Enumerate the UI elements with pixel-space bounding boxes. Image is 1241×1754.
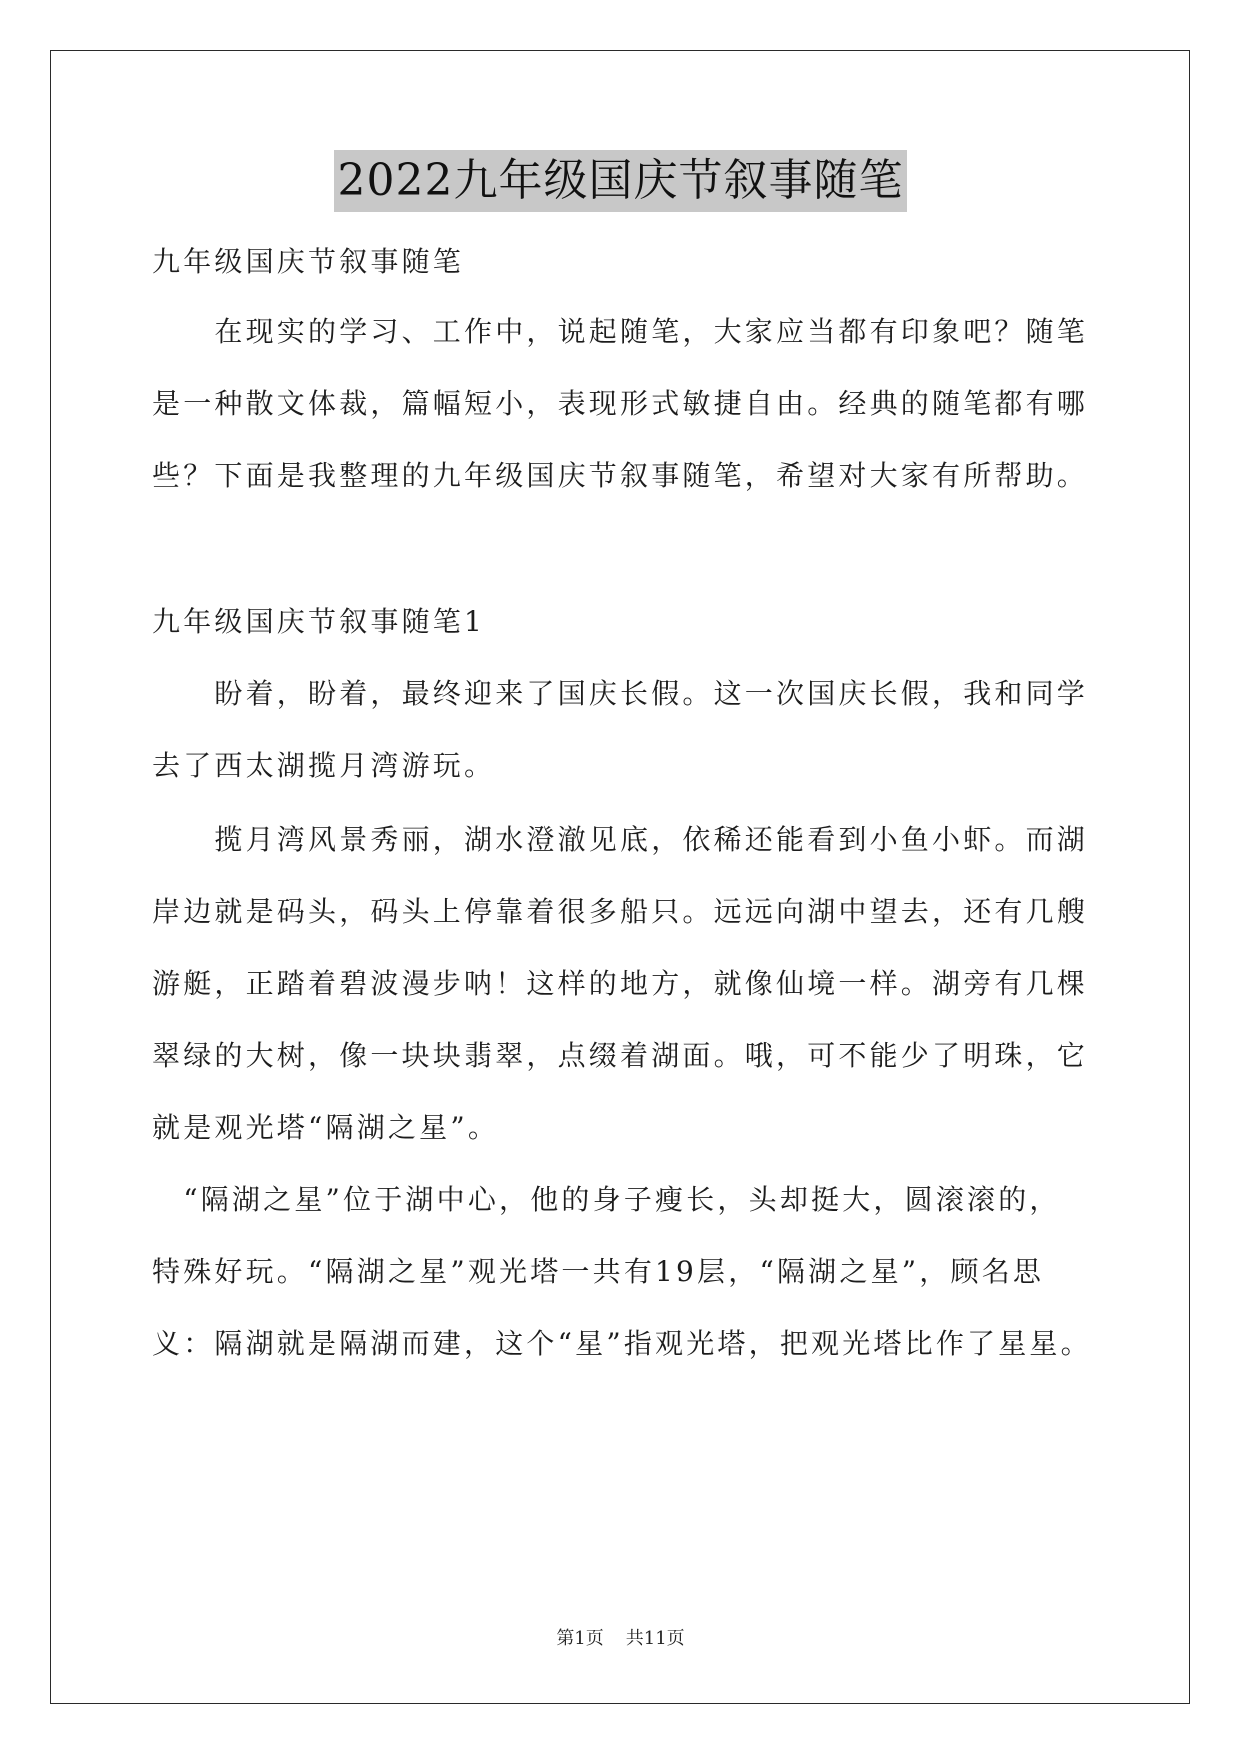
paragraph-line: 盼着，盼着，最终迎来了国庆长假。这一次国庆长假，我和同学 xyxy=(152,677,1089,710)
paragraph-line: 就是观光塔“隔湖之星”。 xyxy=(152,1111,500,1144)
paragraph-line: 义：隔湖就是隔湖而建，这个“星”指观光塔，把观光塔比作了星星。 xyxy=(152,1327,1092,1360)
paragraph-line: “隔湖之星”位于湖中心，他的身子瘦长，头却挺大，圆滚滚的， xyxy=(152,1183,1061,1216)
paragraph-line: 特殊好玩。“隔湖之星”观光塔一共有19层，“隔湖之星”，顾名思 xyxy=(152,1255,1045,1288)
document-title: 2022九年级国庆节叙事随笔 xyxy=(334,150,908,212)
page-total: 共11页 xyxy=(625,1628,685,1649)
subtitle-line: 九年级国庆节叙事随笔 xyxy=(152,245,465,278)
paragraph-line: 去了西太湖揽月湾游玩。 xyxy=(152,749,496,782)
paragraph-line: 在现实的学习、工作中，说起随笔，大家应当都有印象吧？随笔 xyxy=(152,315,1089,348)
page-footer xyxy=(0,1624,1241,1650)
paragraph-line: 岸边就是码头，码头上停靠着很多船只。远远向湖中望去，还有几艘 xyxy=(152,895,1089,928)
paragraph-line: 游艇，正踏着碧波漫步呐！这样的地方，就像仙境一样。湖旁有几棵 xyxy=(152,967,1089,1000)
paragraph-line: 是一种散文体裁，篇幅短小，表现形式敏捷自由。经典的随笔都有哪 xyxy=(152,387,1089,420)
paragraph-line: 翠绿的大树，像一块块翡翠，点缀着湖面。哦，可不能少了明珠，它 xyxy=(152,1039,1089,1072)
paragraph-line: 些？下面是我整理的九年级国庆节叙事随笔，希望对大家有所帮助。 xyxy=(152,459,1089,492)
paragraph-line: 揽月湾风景秀丽，湖水澄澈见底，依稀还能看到小鱼小虾。而湖 xyxy=(152,823,1089,856)
page-border xyxy=(50,50,1190,1704)
section-heading: 九年级国庆节叙事随笔1 xyxy=(152,605,486,638)
title-container xyxy=(0,150,1241,212)
page-number: 第1页 xyxy=(556,1628,604,1649)
